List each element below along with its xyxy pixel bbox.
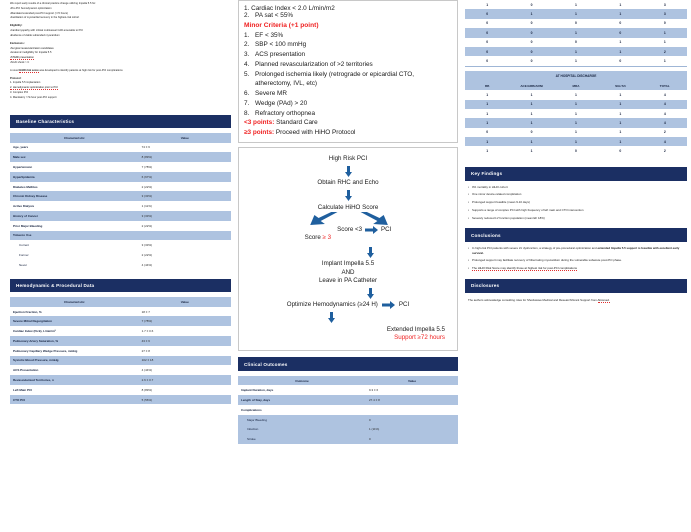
row-value: 2 (22%) (139, 250, 231, 260)
cell: 1 (598, 137, 642, 146)
cell: 0 (465, 56, 509, 65)
table-row (238, 395, 458, 405)
exclusions-item-0: •Surgical revascularization candidates (10, 46, 54, 50)
score-high-line: ≥3 points: Proceed with HiHO Protocol (244, 129, 356, 137)
row-label: Length of Stay, days (238, 395, 366, 405)
clinical-outcomes-table (238, 376, 458, 444)
row-value: 7 (78%) (139, 162, 231, 172)
table-row (238, 405, 458, 415)
list-item: ▪ Severely reduced LV function population (mean EF 18%) (468, 215, 545, 220)
major-criteria-item: 2. PA sat < 55% (244, 12, 294, 19)
table-row (465, 56, 687, 65)
row-label: Hyperlipidemia (10, 172, 139, 182)
table-row (10, 221, 231, 231)
col-ace-arb-arni: ACE/ARB/ARNI (509, 81, 553, 90)
row-value: 2.6 ± 0.7 (139, 375, 231, 385)
row-value: 1 (11%) (366, 424, 458, 434)
cell: 1 (643, 56, 687, 65)
flow-node-support-duration: Support ≥72 hours (394, 333, 445, 341)
row-label: Age, years (10, 143, 139, 153)
conclusions-header: Conclusions (465, 228, 687, 242)
cell: 0 (554, 38, 598, 47)
cell: 1 (509, 137, 553, 146)
exclusions-item-3: •SCAI shock > C (10, 60, 30, 64)
cell: 1 (643, 28, 687, 37)
row-label: CTO PCI (10, 395, 139, 405)
down-arrow-icon (344, 166, 353, 177)
hiho-protocol-flowchart (238, 147, 458, 351)
eligibility-item-1: •Evidence of viable subtended myocardium (10, 33, 60, 37)
cell: 3 (643, 0, 687, 9)
flow-optimize-row (243, 301, 453, 309)
table-row (10, 143, 231, 153)
table-header-row (465, 81, 687, 90)
table-row (10, 307, 231, 317)
minor-criteria-item: 4. Planned revascularization of >2 territories (244, 60, 373, 68)
row-value: 74 ± 6 (139, 143, 231, 153)
row-value: 3 (33%) (139, 240, 231, 250)
row-label: Tobacco Use (10, 231, 139, 241)
row-value: 1 (11%) (139, 201, 231, 211)
intro-line-0: We report early results of a clinical practice change utilizing Impella 5.5 for: (10, 2, 96, 5)
table-row (465, 0, 687, 9)
row-value: 7 (78%) (139, 316, 231, 326)
table-row (10, 375, 231, 385)
row-label: Cardiac Index (Fick), L/min/m² (10, 326, 139, 336)
table-row (10, 231, 231, 241)
gdmt-admission-table (465, 0, 687, 66)
table-row (238, 385, 458, 395)
cell: 1 (509, 100, 553, 109)
hemodynamic-procedural-table (10, 297, 231, 404)
row-label: Implant Duration, days (238, 385, 366, 395)
cell: 0 (598, 19, 642, 28)
flow-node-extended-impella: Extended Impella 5.5 (386, 325, 445, 333)
bullet-icon: ▪ (468, 266, 470, 270)
table-row (10, 336, 231, 346)
table-row (465, 137, 687, 146)
list-item: ▪ In high-risk PCI patients with severe LV dysfunction, a strategy of pre-procedural optimization and extended Impella 5.5 support is feasible with excellent early survival. (468, 246, 680, 255)
disclosures-header: Disclosures (465, 279, 687, 293)
flow-branch-high-score: Score ≥ 3 (304, 234, 332, 242)
table-row (465, 28, 687, 37)
table-row (465, 146, 687, 155)
cell: 1 (554, 47, 598, 56)
row-value: 3 (33%) (139, 191, 231, 201)
bullet-icon: ▪ (468, 184, 470, 189)
cell: 1 (554, 100, 598, 109)
cell: 0 (465, 19, 509, 28)
cell: 1 (509, 109, 553, 118)
cell: 0 (509, 19, 553, 28)
cell: 2 (643, 146, 687, 155)
table-row (10, 356, 231, 366)
list-item: ▪ Supports a range of complex PCI with high frequency of left main and CTO intervention (468, 207, 584, 212)
flow-branch-arrows (243, 212, 453, 225)
cell: 1 (598, 38, 642, 47)
minor-criteria-heading: Minor Criteria (+1 point) (244, 21, 319, 29)
table-row (465, 109, 687, 118)
table-row (10, 385, 231, 395)
col-characteristic: Characteristic (10, 297, 139, 306)
list-item: ▪ The HiHO Risk Score may identify those at highest risk for post-PCI complications (468, 266, 577, 270)
clinical-outcomes-header: Clinical Outcomes (238, 357, 458, 371)
bullet-icon: ▪ (468, 215, 470, 220)
col-value: Value (139, 133, 231, 142)
exclusions-item-2: •STEMI presentation (10, 56, 34, 60)
risk-score-note: A novel HiHO risk score was developed to identify patients at high risk for post-PCI complications (10, 68, 123, 72)
row-value: 6 (67%) (139, 172, 231, 182)
hiho-criteria-card (238, 0, 458, 143)
table-group-header-row (465, 71, 687, 81)
bullet-icon: ▪ (468, 246, 470, 251)
protocol-item-1: 2. Hemodynamic optimization prior to PCI (10, 86, 58, 90)
cell: 1 (598, 109, 642, 118)
row-value: 43 ± 6 (139, 336, 231, 346)
row-label: Severe Mitral Regurgitation (10, 316, 139, 326)
row-value (139, 231, 231, 241)
cell: 1 (465, 90, 509, 99)
row-label: Male sex (10, 152, 139, 162)
key-findings-list (465, 181, 687, 226)
row-value: 0 (366, 415, 458, 425)
col-value: Value (139, 297, 231, 306)
row-value: 5 (56%) (139, 395, 231, 405)
cell: 1 (598, 128, 642, 137)
minor-criteria-item: 6. Severe MR (244, 90, 287, 98)
row-value: 102 ± 18 (139, 356, 231, 366)
cell: 0 (465, 47, 509, 56)
row-value: 0 (366, 434, 458, 444)
protocol-item-3: 4. Mandatory >72-hour post-PCI support (10, 95, 57, 99)
list-item: ▪ Prolonged support may facilitate recovery of hibernating myocardium during the vulnerable subacute post-PCI phase. (468, 258, 622, 263)
left-column (0, 0, 235, 532)
cell: 0 (509, 128, 553, 137)
criteria-clipped-line: 1. Cardiac Index < 2.0 L/min/m2 (244, 5, 335, 11)
cell: 0 (509, 38, 553, 47)
minor-criteria-item: 1. EF < 35% (244, 31, 284, 39)
cell: 0 (465, 9, 509, 18)
middle-column (235, 0, 461, 532)
table-row (10, 346, 231, 356)
row-value: 3 (33%) (139, 211, 231, 221)
row-label: Chronic Kidney Disease (10, 191, 139, 201)
table-row (10, 201, 231, 211)
cell: 1 (465, 137, 509, 146)
cell: 1 (509, 146, 553, 155)
table-row (10, 182, 231, 192)
cell: 1 (554, 28, 598, 37)
table-row (10, 240, 231, 250)
table-row (10, 250, 231, 260)
flow-node-optimize: Optimize Hemodynamics (≥24 H) (286, 301, 378, 309)
intro-line-2: •Mandated extended post-PCI support (>72 hours) (10, 11, 69, 15)
cell: 1 (465, 100, 509, 109)
cell: 0 (509, 47, 553, 56)
row-label: Complications (238, 405, 366, 415)
cell: 1 (554, 0, 598, 9)
bullet-icon: ▪ (468, 258, 470, 263)
row-value: 2 (22%) (139, 221, 231, 231)
hemodynamic-procedural-header: Hemodynamic & Procedural Data (10, 279, 231, 293)
table-row (465, 128, 687, 137)
row-label: Prior Major Bleeding (10, 221, 139, 231)
row-label: Current (10, 240, 139, 250)
down-arrow-icon (327, 312, 336, 323)
table-row (10, 316, 231, 326)
cell: 1 (598, 118, 642, 127)
baseline-characteristics-table (10, 133, 231, 269)
table-row (10, 395, 231, 405)
col-total: TOTAL (643, 81, 687, 90)
row-label: Active Dialysis (10, 201, 139, 211)
cell: 1 (598, 100, 642, 109)
table-row (238, 424, 458, 434)
cell: 4 (643, 118, 687, 127)
row-value: 1.7 ± 0.6 (139, 326, 231, 336)
row-label: Hypertension (10, 162, 139, 172)
cell: 1 (598, 9, 642, 18)
row-value: 18 ± 7 (139, 307, 231, 317)
table-row (465, 9, 687, 18)
row-label: Pulmonary Artery Saturation, % (10, 336, 139, 346)
cell: 1 (554, 137, 598, 146)
discharge-group-title: AT HOSPITAL DISCHARGE (465, 71, 687, 81)
col-bb: BB (465, 81, 509, 90)
table-row (10, 172, 231, 182)
table-row (10, 365, 231, 375)
right-arrow-icon (365, 226, 378, 234)
cell: 1 (554, 9, 598, 18)
cell: 1 (554, 56, 598, 65)
table-row (465, 47, 687, 56)
row-label: Former (10, 250, 139, 260)
disclosures-text: The authors acknowledge consulting roles for Shockwave Medical and Research/Grant Support from Abiomed. (468, 297, 610, 302)
row-label: Never (10, 260, 139, 270)
table-row (10, 211, 231, 221)
row-label: Infection (238, 424, 366, 434)
eligibility-item-0: •Cardiomyopathy with critical multivessel CAD amenable to PCI (10, 29, 83, 33)
cell: 1 (598, 90, 642, 99)
flow-node-implant-impella: Implant Impella 5.5 (321, 260, 375, 268)
cell: 4 (643, 137, 687, 146)
table-row (10, 162, 231, 172)
row-label: Pulmonary Capillary Wedge Pressure, mmHg (10, 346, 139, 356)
list-item: ▪ 0% mortality in HiHO cohort (468, 184, 508, 189)
table-row (238, 434, 458, 444)
col-sglt2i: SGLT2i (598, 81, 642, 90)
protocol-item-0: 1. Impella 5.5 implantation (10, 81, 41, 85)
row-label: Revascularized Territories, n (10, 375, 139, 385)
row-label: History of Cancer (10, 211, 139, 221)
table-header-row (10, 133, 231, 142)
table-row (238, 415, 458, 425)
cell: 0 (598, 28, 642, 37)
table-row (10, 152, 231, 162)
right-column (461, 0, 691, 532)
list-item: ▪ Prolonged support feasible (mean 9-10 days) (468, 200, 530, 205)
row-label: Left Main PCI (10, 385, 139, 395)
row-value: 9.3 ± 6 (366, 385, 458, 395)
cell: 0 (643, 19, 687, 28)
cell: 1 (598, 47, 642, 56)
list-item: ▪ One minor device-related complication (468, 192, 522, 197)
cell: 1 (465, 109, 509, 118)
bullet-icon: ▪ (468, 207, 470, 212)
table-row (465, 90, 687, 99)
right-arrow-icon (382, 301, 395, 309)
row-value: 8 (89%) (139, 385, 231, 395)
cell: 0 (598, 146, 642, 155)
cell: 0 (598, 56, 642, 65)
cell: 0 (554, 19, 598, 28)
cell: 0 (465, 28, 509, 37)
cell: 1 (643, 38, 687, 47)
flow-node-pci: PCI (398, 301, 410, 309)
col-characteristic: Characteristic (10, 133, 139, 142)
cell: 1 (509, 9, 553, 18)
exclusions-heading: Exclusions: (10, 41, 25, 45)
row-value (366, 405, 458, 415)
cell: 1 (509, 118, 553, 127)
table-row (465, 38, 687, 47)
eligibility-heading: Eligibility: (10, 24, 23, 28)
flow-branch-row (243, 226, 453, 244)
table-row (465, 100, 687, 109)
cell: 1 (554, 109, 598, 118)
flow-node-leave-pa-catheter: Leave in PA Catheter (318, 276, 377, 284)
cell: 1 (465, 146, 509, 155)
row-label: Systolic Blood Pressure, mmHg (10, 356, 139, 366)
bullet-icon: ▪ (468, 200, 470, 205)
flow-branch-low-score: Score <3 PCI (337, 226, 392, 234)
down-arrow-icon (344, 190, 353, 201)
cell: 2 (643, 128, 687, 137)
cell: 4 (643, 90, 687, 99)
cell: 1 (598, 0, 642, 9)
flow-arrow-wrap (243, 285, 453, 301)
col-value: Value (366, 376, 458, 385)
row-value: 27 ± 8 (139, 346, 231, 356)
baseline-characteristics-header: Baseline Characteristics (10, 115, 231, 129)
key-findings-header: Key Findings (465, 167, 687, 181)
flow-node-high-risk-pci: High Risk PCI (328, 155, 368, 163)
cell: 1 (509, 90, 553, 99)
cell: 1 (554, 128, 598, 137)
branch-arrow-icons (243, 212, 453, 225)
protocol-item-2: 3. Complex PCI (10, 91, 29, 94)
minor-criteria-item: 2. SBP < 100 mmHg (244, 41, 307, 49)
table-row (10, 191, 231, 201)
flow-node-and: AND (341, 268, 355, 276)
row-label: Diabetes Mellitus (10, 182, 139, 192)
cell: 1 (554, 90, 598, 99)
cell: 0 (509, 56, 553, 65)
table-row (465, 19, 687, 28)
cell: 2 (643, 47, 687, 56)
table-row (10, 260, 231, 270)
cell: 0 (509, 0, 553, 9)
flow-arrow-wrap (243, 310, 453, 326)
table-row (465, 118, 687, 127)
cell: 0 (509, 28, 553, 37)
table-header-row (10, 297, 231, 306)
exclusions-item-1: •Anatomic ineligibility for Impella 5.5 (10, 51, 52, 55)
minor-criteria-item: 3. ACS presentation (244, 51, 306, 59)
cell: 1 (465, 118, 509, 127)
flow-arrow-wrap (243, 244, 453, 260)
protocol-heading: Protocol: (10, 76, 22, 80)
flow-node-calculate-score: Calculate HiHO Score (317, 203, 379, 211)
row-label: Ejection Fraction, % (10, 307, 139, 317)
gdmt-discharge-table (465, 71, 687, 155)
minor-criteria-item: 8. Refractory orthopnea (244, 109, 316, 117)
cell: 1 (465, 0, 509, 9)
col-outcome: Outcome (238, 376, 366, 385)
row-value: 27.4 ± 8 (366, 395, 458, 405)
cell: 0 (465, 128, 509, 137)
col-mra: MRA (554, 81, 598, 90)
down-arrow-icon (366, 288, 375, 299)
row-label: ACS Presentation (10, 365, 139, 375)
minor-criteria-item: 5. Prolonged ischemia likely (retrograde or epicardial CTO, atherectomy, IVL, etc) (244, 70, 415, 88)
cell: 3 (643, 9, 687, 18)
row-value: 8 (89%) (139, 152, 231, 162)
row-value: 2 (22%) (139, 182, 231, 192)
introduction-text (10, 0, 231, 100)
table-row (10, 326, 231, 336)
cell: 4 (643, 109, 687, 118)
row-label: Major Bleeding (238, 415, 366, 425)
minor-criteria-item: 7. Wedge (PAd) > 20 (244, 99, 308, 107)
cell: 1 (554, 118, 598, 127)
table-header-row (238, 376, 458, 385)
row-label: Stroke (238, 434, 366, 444)
row-value: 4 (44%) (139, 260, 231, 270)
flow-node-obtain-rhc-echo: Obtain RHC and Echo (317, 179, 379, 187)
score-low-line: <3 points: Standard Care (244, 119, 318, 127)
cell: 0 (554, 146, 598, 155)
intro-line-1: •Pre-PCI hemodynamic optimization (10, 6, 52, 10)
cell: 0 (465, 38, 509, 47)
cell: 4 (643, 100, 687, 109)
down-arrow-icon (366, 247, 375, 258)
row-value: 4 (44%) (139, 365, 231, 375)
conclusions-list (465, 242, 687, 276)
bullet-icon: ▪ (468, 192, 470, 197)
flow-extended-support (243, 326, 453, 343)
intro-line-3: •Facilitation of myocardial recovery in the highest-risk cohort (10, 16, 80, 20)
